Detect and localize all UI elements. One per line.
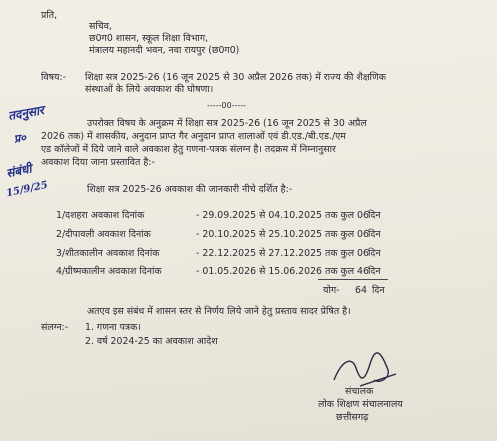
enclosures-label: संलग्न:- (41, 322, 69, 333)
closing-line: अतएव इस संबंध में शासन स्तर से निर्णय लिये जाने हेतु प्रस्ताव सादर प्रेषित है। (87, 306, 351, 317)
body-line-2: 2026 तक) में शासकीय, अनुदान प्राप्त गैर अनुदान प्राप्त शालाओं एवं डी.एड./बी.एड./एम (41, 131, 346, 142)
total-unit: दिन (372, 285, 385, 296)
leave-unit: दिन (368, 248, 381, 259)
leave-range: - 29.09.2025 से 04.10.2025 तक कुल 06 (196, 210, 369, 221)
leave-name: 4/ग्रीष्मकालीन अवकाश दिनांक (56, 266, 162, 277)
body-line-1: उपरोक्त विषय के अनुक्रम में शिक्षा सत्र 2025-26 (16 जून 2025 से 30 अप्रैल (87, 118, 367, 129)
subject-label: विषय:- (41, 72, 67, 83)
signature-mark (330, 350, 400, 390)
leave-unit: दिन (368, 266, 381, 277)
handwritten-note-1: तदनुसार (7, 102, 46, 124)
addressee-line-3: मंत्रालय महानदी भवन, नवा रायपुर (छ0ग0) (89, 45, 240, 56)
leave-range: - 20.10.2025 से 25.10.2025 तक कुल 06 (196, 229, 369, 240)
subject-line-1: शिक्षा सत्र 2025-26 (16 जून 2025 से 30 अप्रैल 2026 तक) में राज्य की शैक्षणिक (85, 72, 386, 83)
subject-line-2: संस्थाओं के लिये अवकाश की घोषणा। (85, 84, 214, 95)
total-rule (318, 279, 388, 280)
total-label: योग- (323, 285, 340, 296)
addressee-line-1: सचिव, (89, 21, 112, 32)
leave-name: 2/दीपावली अवकाश दिनांक (56, 229, 151, 240)
body-line-3: एड कॉलेजों में दिये जाने वाले अवकाश हेतु गणना-पत्रक संलग्न है। तदक्रम में निम्नानुसार (41, 144, 336, 155)
leave-name: 1/दशहरा अवकाश दिनांक (56, 210, 145, 221)
leave-intro: शिक्षा सत्र 2025-26 अवकाश की जानकारी नीचे दर्शित है:- (87, 184, 293, 195)
handwritten-note-4: 15/9/25 (5, 179, 49, 200)
leave-range: - 22.12.2025 से 27.12.2025 तक कुल 06 (196, 248, 369, 259)
handwritten-note-2: प्र० (13, 131, 27, 146)
signatory-state: छत्तीसगढ़ (336, 412, 369, 423)
leave-range: - 01.05.2026 से 15.06.2026 तक कुल 46 (196, 266, 369, 277)
prati-label: प्रति, (41, 10, 58, 21)
enclosure-item-1: 1. गणना पत्रक। (85, 322, 141, 333)
signatory-title: संचालक (345, 386, 374, 397)
signatory-org: लोक शिक्षण संचालनालय (318, 399, 403, 410)
leave-name: 3/शीतकालीन अवकाश दिनांक (56, 248, 160, 259)
total-value: 64 (355, 285, 367, 296)
body-line-4: अवकाश दिया जाना प्रस्तावित है:- (41, 157, 155, 168)
leave-unit: दिन (368, 210, 381, 221)
enclosure-item-2: 2. वर्ष 2024-25 का अवकाश आदेश (85, 336, 218, 347)
addressee-line-2: छ0ग0 शासन, स्कूल शिक्षा विभाग, (89, 33, 209, 44)
leave-unit: दिन (368, 229, 381, 240)
divider: -----00----- (207, 101, 247, 110)
handwritten-note-3: संबंधी (4, 161, 33, 181)
